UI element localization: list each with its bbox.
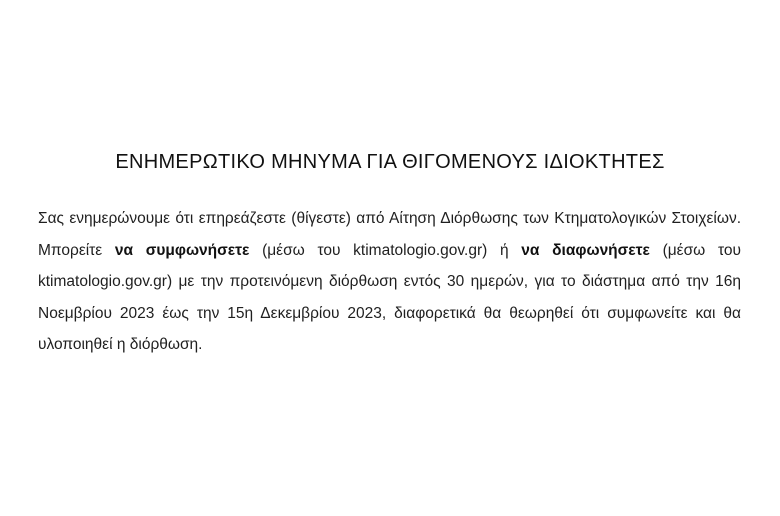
agree-phrase: να συμφωνήσετε (114, 241, 250, 259)
paragraph-text-2: (μέσω του ktimatologio.gov.gr) ή (249, 241, 522, 259)
disagree-phrase: να διαφωνήσετε (521, 241, 650, 259)
paragraph-text-3: (μέσω του ktimatologio.gov.gr) με την προτεινόμενη διόρθωση εντός 30 ημερών, για το διάστημα από την 16η Νοεμβρίου 2023 έως την 15η Δεκεμβρίου 2023, διαφορετικά θα θεωρηθεί ότι συμφωνείτε και θα υλοποιηθεί η διόρθωση. (38, 241, 741, 353)
paragraph-text-1: Σας ενημερώνουμε ότι επηρεάζεστε (θίγεστε) από Αίτηση Διόρθωσης των Κτηματολογικών Στοιχείων. Μπορείτε (38, 210, 741, 259)
notice-paragraph (38, 203, 741, 361)
page-title: ΕΝΗΜΕΡΩΤΙΚΟ ΜΗΝΥΜΑ ΓΙΑ ΘΙΓΟΜΕΝΟΥΣ ΙΔΙΟΚΤΗΤΕΣ (115, 151, 665, 173)
